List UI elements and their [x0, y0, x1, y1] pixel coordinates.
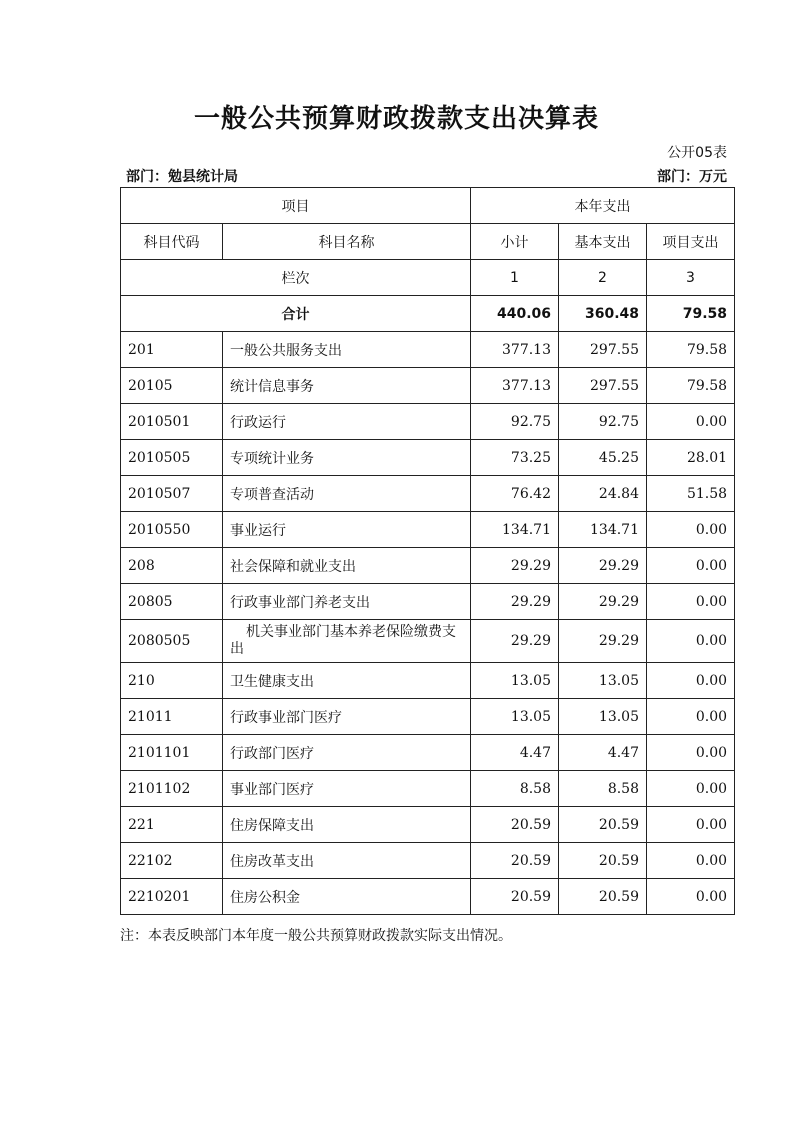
header-name: 科目名称: [223, 224, 471, 260]
row-code: 2010501: [121, 404, 223, 440]
total-project: 79.58: [647, 296, 735, 332]
row-project: 28.01: [647, 440, 735, 476]
header-row-2: [121, 224, 735, 260]
row-name: 住房改革支出: [223, 843, 471, 879]
row-project: 79.58: [647, 368, 735, 404]
row-code: 201: [121, 332, 223, 368]
column-number-3: 3: [647, 260, 735, 296]
table-row: [121, 879, 735, 915]
row-basic: 29.29: [559, 548, 647, 584]
row-name: 专项统计业务: [223, 440, 471, 476]
expenditure-table: [120, 187, 735, 915]
row-basic: 297.55: [559, 368, 647, 404]
row-code: 20805: [121, 584, 223, 620]
row-subtotal: 92.75: [471, 404, 559, 440]
row-project: 0.00: [647, 771, 735, 807]
table-row: [121, 476, 735, 512]
table-row: [121, 512, 735, 548]
row-project: 0.00: [647, 404, 735, 440]
row-basic: 20.59: [559, 807, 647, 843]
column-number-row: [121, 260, 735, 296]
row-basic: 45.25: [559, 440, 647, 476]
table-row: [121, 620, 735, 663]
row-basic: 29.29: [559, 584, 647, 620]
row-basic: 92.75: [559, 404, 647, 440]
row-name: 事业部门医疗: [223, 771, 471, 807]
row-project: 0.00: [647, 879, 735, 915]
row-name: 住房保障支出: [223, 807, 471, 843]
row-code: 2010505: [121, 440, 223, 476]
header-subtotal: 小计: [471, 224, 559, 260]
row-project: 0.00: [647, 735, 735, 771]
row-project: 0.00: [647, 512, 735, 548]
total-subtotal: 440.06: [471, 296, 559, 332]
row-name: 机关事业部门基本养老保险缴费支出: [223, 620, 471, 663]
column-number-1: 1: [471, 260, 559, 296]
row-subtotal: 29.29: [471, 620, 559, 663]
row-code: 2101102: [121, 771, 223, 807]
row-subtotal: 20.59: [471, 879, 559, 915]
table-row: [121, 440, 735, 476]
row-project: 0.00: [647, 663, 735, 699]
table-row: [121, 807, 735, 843]
row-code: 208: [121, 548, 223, 584]
row-project: 0.00: [647, 807, 735, 843]
table-row: [121, 843, 735, 879]
row-subtotal: 377.13: [471, 368, 559, 404]
table-row: [121, 368, 735, 404]
header-item: 项目: [121, 188, 471, 224]
row-project: 0.00: [647, 699, 735, 735]
table-row: [121, 663, 735, 699]
row-code: 2101101: [121, 735, 223, 771]
total-label: 合计: [121, 296, 471, 332]
department-label: 部门：勉县统计局: [126, 169, 238, 185]
row-subtotal: 76.42: [471, 476, 559, 512]
row-code: 210: [121, 663, 223, 699]
row-basic: 13.05: [559, 663, 647, 699]
row-subtotal: 73.25: [471, 440, 559, 476]
table-row: [121, 332, 735, 368]
row-code: 221: [121, 807, 223, 843]
header-row-1: [121, 188, 735, 224]
row-subtotal: 20.59: [471, 807, 559, 843]
table-row: [121, 735, 735, 771]
table-note: 注：本表反映部门本年度一般公共预算财政拨款实际支出情况。: [120, 928, 512, 944]
header-current-year: 本年支出: [471, 188, 735, 224]
row-name: 社会保障和就业支出: [223, 548, 471, 584]
header-basic: 基本支出: [559, 224, 647, 260]
row-name: 行政部门医疗: [223, 735, 471, 771]
row-project: 0.00: [647, 584, 735, 620]
unit-label: 部门：万元: [657, 169, 727, 185]
row-code: 22102: [121, 843, 223, 879]
row-name: 行政运行: [223, 404, 471, 440]
row-basic: 134.71: [559, 512, 647, 548]
row-code: 2010507: [121, 476, 223, 512]
page-title: 一般公共预算财政拨款支出决算表: [193, 104, 599, 134]
row-code: 2010550: [121, 512, 223, 548]
row-project: 0.00: [647, 620, 735, 663]
form-number: 公开05表: [667, 145, 727, 161]
row-name: 事业运行: [223, 512, 471, 548]
row-name: 行政事业部门医疗: [223, 699, 471, 735]
row-subtotal: 134.71: [471, 512, 559, 548]
row-project: 51.58: [647, 476, 735, 512]
table-row: [121, 584, 735, 620]
table-row: [121, 548, 735, 584]
row-subtotal: 29.29: [471, 584, 559, 620]
row-project: 0.00: [647, 843, 735, 879]
row-name: 一般公共服务支出: [223, 332, 471, 368]
row-project: 79.58: [647, 332, 735, 368]
row-basic: 20.59: [559, 879, 647, 915]
table-row: [121, 699, 735, 735]
total-row: [121, 296, 735, 332]
row-code: 21011: [121, 699, 223, 735]
row-name: 行政事业部门养老支出: [223, 584, 471, 620]
row-name: 卫生健康支出: [223, 663, 471, 699]
column-number-label: 栏次: [121, 260, 471, 296]
header-code: 科目代码: [121, 224, 223, 260]
row-basic: 20.59: [559, 843, 647, 879]
row-basic: 24.84: [559, 476, 647, 512]
header-project: 项目支出: [647, 224, 735, 260]
row-subtotal: 13.05: [471, 663, 559, 699]
row-code: 2080505: [121, 620, 223, 663]
row-subtotal: 8.58: [471, 771, 559, 807]
row-code: 20105: [121, 368, 223, 404]
row-name: 统计信息事务: [223, 368, 471, 404]
row-subtotal: 29.29: [471, 548, 559, 584]
column-number-2: 2: [559, 260, 647, 296]
row-basic: 13.05: [559, 699, 647, 735]
row-name: 住房公积金: [223, 879, 471, 915]
row-subtotal: 13.05: [471, 699, 559, 735]
table-row: [121, 404, 735, 440]
row-project: 0.00: [647, 548, 735, 584]
row-name: 专项普查活动: [223, 476, 471, 512]
row-subtotal: 20.59: [471, 843, 559, 879]
row-subtotal: 377.13: [471, 332, 559, 368]
row-subtotal: 4.47: [471, 735, 559, 771]
row-basic: 8.58: [559, 771, 647, 807]
row-basic: 29.29: [559, 620, 647, 663]
total-basic: 360.48: [559, 296, 647, 332]
row-basic: 4.47: [559, 735, 647, 771]
row-code: 2210201: [121, 879, 223, 915]
row-basic: 297.55: [559, 332, 647, 368]
table-row: [121, 771, 735, 807]
